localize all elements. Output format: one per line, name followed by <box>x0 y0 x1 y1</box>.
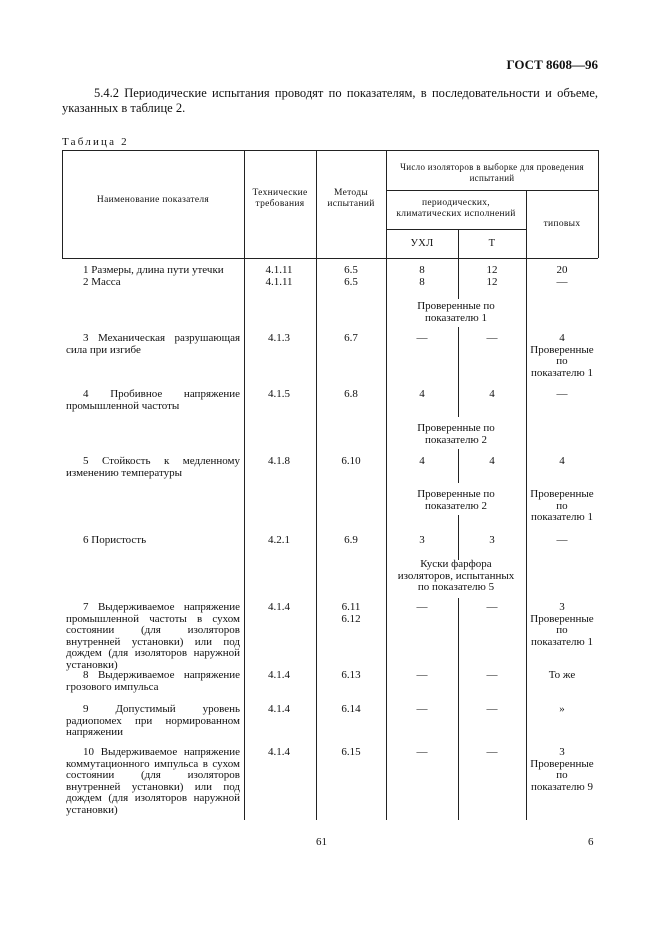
row-10-method: 6.15 <box>341 746 361 758</box>
row-8-number: 8 <box>83 669 89 681</box>
row-7-name-text: Выдерживаемое напряжение промышленной частоты в сухом состоянии (для изоляторов внутренней установки) или под дождем (для изоляторов наружной установки) <box>66 601 240 671</box>
row-9-type: » <box>559 703 565 715</box>
row-3-t: — <box>486 332 498 344</box>
row-3-method: 6.7 <box>344 332 358 344</box>
note-checked-2b: Проверенные по показателю 2 <box>417 488 495 512</box>
row-10-t: — <box>486 746 498 758</box>
header-periodic <box>386 198 526 220</box>
header-tech-req <box>244 188 316 210</box>
header-tech-req-line2: требования <box>255 199 305 209</box>
header-periodic-line2: климатических исполнений <box>396 209 516 219</box>
col-divider-methods <box>316 150 317 820</box>
row-7-number: 7 <box>83 601 89 613</box>
intro-paragraph: 5.4.2 Периодические испытания проводят по показателям, в последовательности и объеме, указанных в таблице 2. <box>62 86 598 115</box>
row-6-method: 6.9 <box>344 534 358 546</box>
row-3-name <box>66 333 240 356</box>
row-6-t: 3 <box>489 534 495 546</box>
header-sample-size <box>386 162 598 184</box>
row-4-req: 4.1.5 <box>268 388 290 400</box>
row-7-req: 4.1.4 <box>268 601 290 613</box>
header-bottom-border <box>62 258 598 259</box>
row-6-type: — <box>556 534 568 546</box>
col-divider-requirements <box>244 150 245 820</box>
row-5-number: 5 <box>83 455 89 467</box>
row-2-type: — <box>556 276 568 288</box>
row-4-t: 4 <box>489 388 495 400</box>
row-10-type: 3 Проверенные по показателю 9 <box>530 746 594 793</box>
row-7-name <box>66 602 240 672</box>
note-porcelain-pieces: Куски фарфора изоляторов, испытанных по показателю 5 <box>397 558 515 594</box>
row-5-name <box>66 456 240 479</box>
row-1-t: 12 <box>486 264 498 276</box>
row-8-name-text: Выдерживаемое напряжение грозового импульса <box>66 669 240 693</box>
header-sample-line2: испытаний <box>469 173 515 183</box>
row-4-name <box>66 389 240 412</box>
header-methods-line1: Методы <box>333 188 369 198</box>
row-7-method-2: 6.12 <box>341 612 361 625</box>
row-10-name <box>66 747 240 817</box>
row-10-number: 10 <box>83 746 94 758</box>
row-3-req: 4.1.3 <box>268 332 290 344</box>
row-2-name <box>66 277 240 289</box>
document-id: ГОСТ 8608—96 <box>506 57 598 72</box>
row-6-name-text: Пористость <box>91 534 147 546</box>
row-1-method: 6.5 <box>344 264 358 276</box>
row-4-type: — <box>556 388 568 400</box>
row-1-name <box>66 265 240 277</box>
row-8-req: 4.1.4 <box>268 669 290 681</box>
row-1-type: 20 <box>556 264 568 276</box>
row-9-number: 9 <box>83 703 89 715</box>
row-10-req: 4.1.4 <box>268 746 290 758</box>
row-1-req: 4.1.11 <box>265 264 293 276</box>
row-9-t: — <box>486 703 498 715</box>
row-2-number: 2 <box>83 276 89 288</box>
row-7-t: — <box>486 601 498 613</box>
row-10-name-text: Выдерживаемое напряжение коммутационного импульса в сухом состоянии (для изоляторов внутренней установки) или под дождем (для изоляторов наружной установки) <box>66 746 240 816</box>
header-uhl: УХЛ <box>410 238 434 249</box>
row-6-req: 4.2.1 <box>268 534 290 546</box>
table-right-border <box>598 150 599 258</box>
row-7-uhl: — <box>416 601 428 613</box>
row-8-type: То же <box>548 669 576 681</box>
page-number: 61 <box>316 836 327 848</box>
sheet-number: 6 <box>588 836 594 848</box>
row-9-uhl: — <box>416 703 428 715</box>
row-4-number: 4 <box>83 388 89 400</box>
row-8-name <box>66 670 240 693</box>
row-5-name-text: Стойкость к медленному изменению температуры <box>66 455 240 479</box>
row-9-req: 4.1.4 <box>268 703 290 715</box>
row-7-method-1: 6.11 <box>341 601 361 613</box>
header-tech-req-line1: Технические <box>252 188 308 198</box>
row-3-number: 3 <box>83 332 89 344</box>
row-1-name-text: Размеры, длина пути утечки <box>91 264 224 276</box>
row-5-method: 6.10 <box>341 455 361 467</box>
row-10-uhl: — <box>416 746 428 758</box>
header-methods-line2: испытаний <box>327 199 375 209</box>
row-1-number: 1 <box>83 264 89 276</box>
row-2-t: 12 <box>486 276 498 288</box>
header-t: Т <box>488 238 496 249</box>
row-8-method: 6.13 <box>341 669 361 681</box>
row-5-req: 4.1.8 <box>268 455 290 467</box>
row-4-uhl: 4 <box>419 388 425 400</box>
row-8-uhl: — <box>416 669 428 681</box>
row-4-name-text: Пробивное напряжение промышленной частоты <box>66 388 240 412</box>
col-divider-sample <box>386 150 387 820</box>
header-type: типовых <box>543 219 581 229</box>
row-6-number: 6 <box>83 534 89 546</box>
row-6-name <box>66 535 240 547</box>
row-9-name <box>66 704 240 739</box>
row-2-name-text: Масса <box>91 276 121 288</box>
row-1-uhl: 8 <box>419 264 425 276</box>
row-9-method: 6.14 <box>341 703 361 715</box>
row-3-uhl: — <box>416 332 428 344</box>
row-3-name-text: Механическая разрушающая сила при изгибе <box>66 332 241 356</box>
row-5-uhl: 4 <box>419 455 425 467</box>
row-5-t: 4 <box>489 455 495 467</box>
header-periodic-line1: периодических, <box>421 198 490 208</box>
header-methods <box>316 188 386 210</box>
header-climatic-divider <box>386 229 526 230</box>
note-checked-2: Проверенные по показателю 2 <box>417 422 495 446</box>
row-5-type: 4 <box>559 455 565 467</box>
row-7-method <box>316 602 386 625</box>
row-6-uhl: 3 <box>419 534 425 546</box>
header-sample-divider <box>386 190 598 191</box>
header-indicator: Наименование показателя <box>96 195 210 205</box>
row-7-type: 3 Проверенные по показателю 1 <box>530 601 594 648</box>
note-checked-1: Проверенные по показателю 1 <box>417 300 495 324</box>
row-2-req: 4.1.11 <box>265 276 293 288</box>
row-8-t: — <box>486 669 498 681</box>
note-type-checked-1: Проверенные по показателю 1 <box>530 488 594 524</box>
row-2-method: 6.5 <box>344 276 358 288</box>
row-4-method: 6.8 <box>344 388 358 400</box>
header-sample-line1: Число изоляторов в выборке для проведения <box>400 162 584 172</box>
table-top-border <box>62 150 598 151</box>
table-caption: Таблица 2 <box>62 136 129 148</box>
row-9-name-text: Допустимый уровень радиопомех при нормированном напряжении <box>66 703 240 739</box>
row-2-uhl: 8 <box>419 276 425 288</box>
row-3-type: 4 Проверенные по показателю 1 <box>530 332 594 379</box>
